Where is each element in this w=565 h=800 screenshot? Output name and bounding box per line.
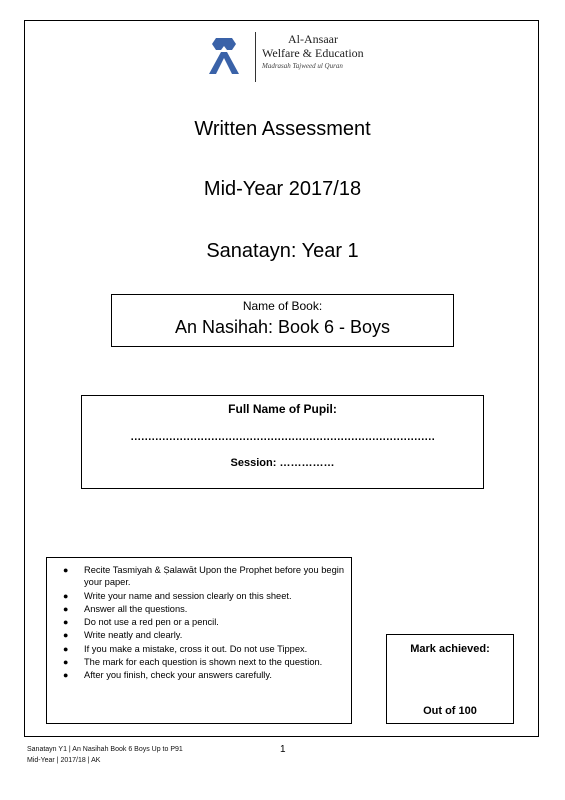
page-number: 1 bbox=[280, 744, 286, 755]
instruction-item bbox=[63, 669, 344, 681]
instruction-item bbox=[63, 603, 344, 615]
instruction-item bbox=[63, 629, 344, 641]
logo-madrasah-name: Madrasah Tajweed ul Quran bbox=[262, 62, 343, 70]
bullet-icon: ● bbox=[63, 670, 69, 681]
bullet-icon: ● bbox=[63, 657, 69, 668]
instruction-text: If you make a mistake, cross it out. Do not use Tippex. bbox=[84, 643, 308, 654]
logo-org-name: Al-Ansaar bbox=[288, 32, 338, 46]
book-name-box bbox=[111, 294, 454, 347]
logo-org-subtitle: Welfare & Education bbox=[262, 46, 364, 60]
al-ansaar-logo-mark-icon bbox=[205, 36, 243, 76]
instructions-list bbox=[63, 564, 344, 682]
instruction-text: Write your name and session clearly on this sheet. bbox=[84, 590, 292, 601]
bullet-icon: ● bbox=[63, 630, 69, 641]
instruction-text: The mark for each question is shown next to the question. bbox=[84, 657, 323, 668]
instruction-item bbox=[63, 590, 344, 602]
assessment-period: Mid-Year 2017/18 bbox=[203, 178, 362, 200]
instruction-text: Answer all the questions. bbox=[84, 603, 188, 614]
footer bbox=[27, 744, 183, 766]
book-name-label: Name of Book: bbox=[242, 299, 323, 313]
footer-line-2: Mid-Year | 2017/18 | AK bbox=[27, 757, 101, 764]
assessment-year: Sanatayn: Year 1 bbox=[206, 240, 359, 262]
mark-achieved-box bbox=[386, 634, 514, 724]
assessment-title: Written Assessment bbox=[194, 118, 371, 140]
mark-achieved-label: Mark achieved: bbox=[410, 643, 490, 655]
bullet-icon: ● bbox=[63, 617, 69, 628]
instruction-item bbox=[63, 643, 344, 655]
instruction-item bbox=[63, 564, 344, 589]
mark-total: Out of 100 bbox=[423, 705, 477, 717]
pupil-name-label: Full Name of Pupil: bbox=[228, 402, 337, 416]
instruction-item bbox=[63, 656, 344, 668]
logo-text bbox=[262, 32, 364, 72]
pupil-name-box bbox=[81, 395, 484, 489]
logo-divider bbox=[255, 32, 256, 82]
instruction-text: Do not use a red pen or a pencil. bbox=[84, 617, 219, 628]
instruction-text: Write neatly and clearly. bbox=[84, 630, 183, 641]
book-title: An Nasihah: Book 6 - Boys bbox=[174, 317, 391, 337]
instruction-item bbox=[63, 616, 344, 628]
instruction-text: After you finish, check your answers carefully. bbox=[84, 670, 272, 681]
bullet-icon: ● bbox=[63, 565, 69, 575]
organisation-logo bbox=[205, 32, 375, 82]
instructions-box bbox=[46, 557, 352, 724]
instruction-text: Recite Tasmiyah & Ṣalawāt Upon the Prophet before you begin your paper. bbox=[84, 565, 344, 588]
session-field[interactable]: Session: …………… bbox=[230, 457, 335, 469]
bullet-icon: ● bbox=[63, 603, 69, 614]
footer-line-1: Sanatayn Y1 | An Nasihah Book 6 Boys Up to P91 bbox=[27, 746, 183, 753]
bullet-icon: ● bbox=[63, 643, 69, 654]
bullet-icon: ● bbox=[63, 590, 69, 601]
pupil-name-field[interactable]: …………………………………………………………………………… bbox=[130, 431, 435, 443]
